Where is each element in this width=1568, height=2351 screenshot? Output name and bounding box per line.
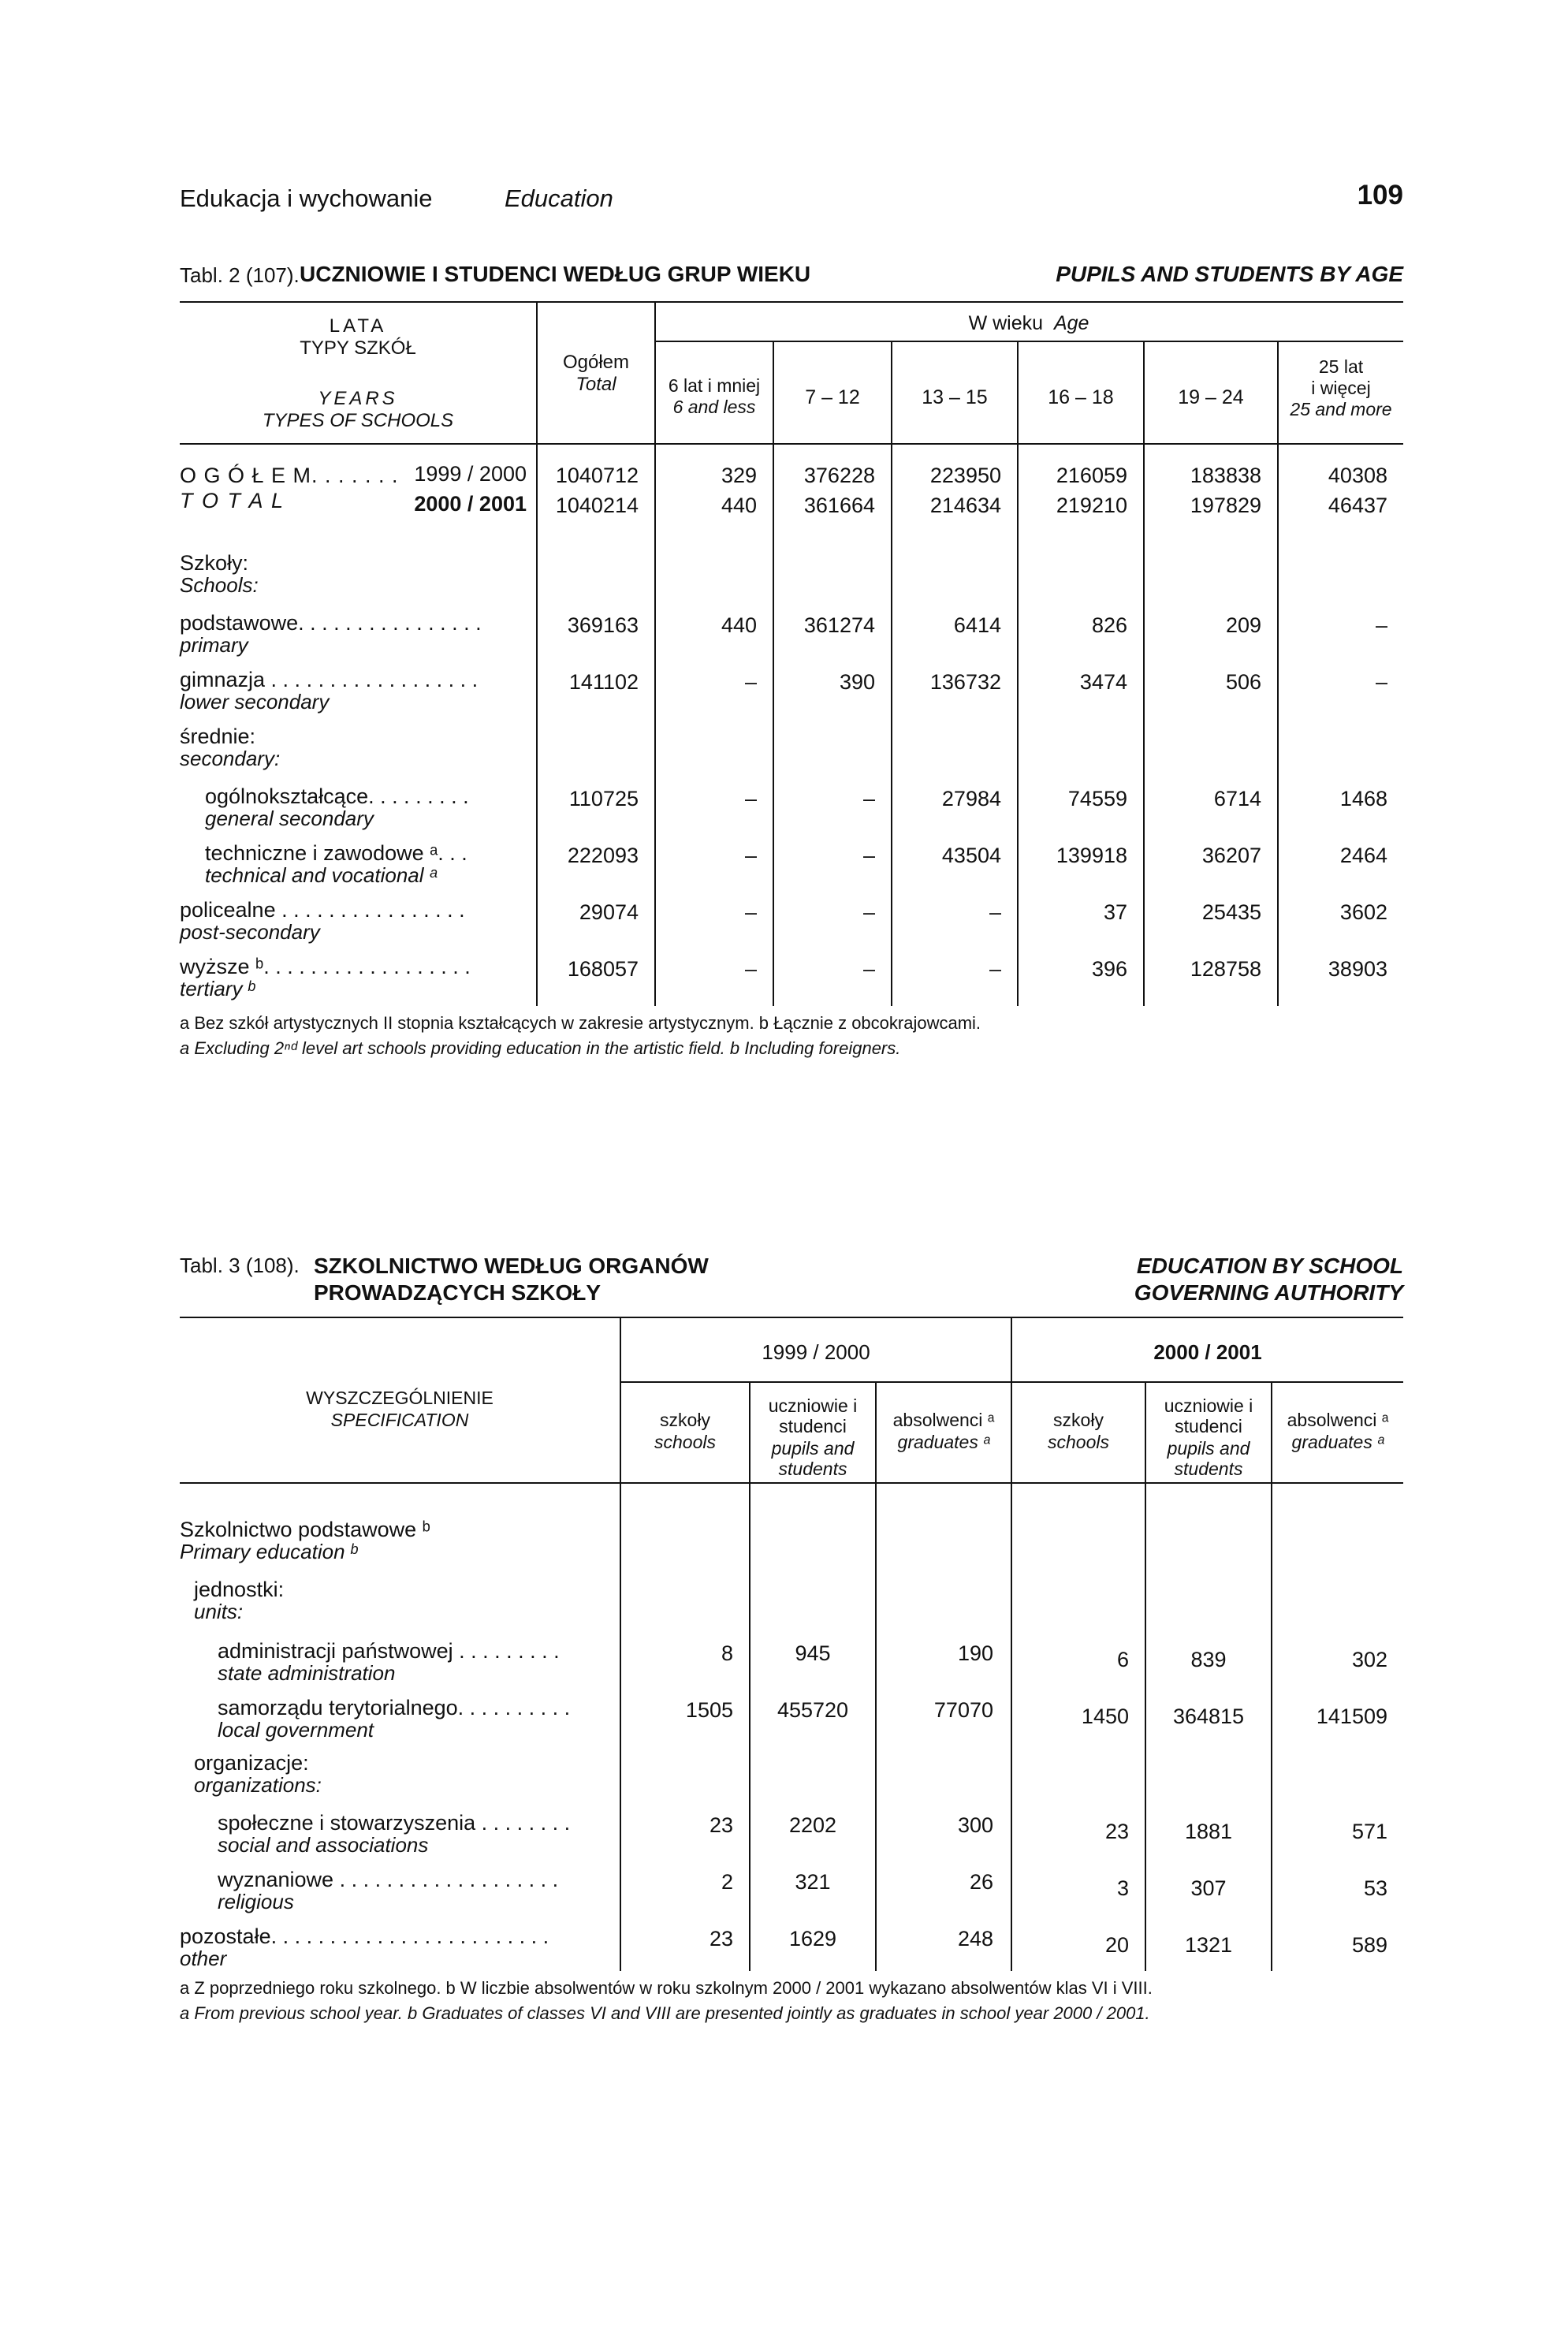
t1-total-en: T O T A L	[180, 489, 285, 512]
t2-primary-pl: Szkolnictwo podstawowe ᵇ	[180, 1518, 430, 1541]
table-row-label-en: state administration	[218, 1661, 396, 1685]
table-2-top-rule	[180, 1317, 1403, 1318]
table-cell: 214634	[929, 494, 1001, 517]
table-cell: 361274	[803, 613, 875, 637]
table-row-label: wyższe ᵇ. . . . . . . . . . . . . . . . . .	[180, 955, 471, 978]
table-cell: 826	[1091, 613, 1127, 637]
table-cell: 36207	[1201, 844, 1261, 867]
table-cell: 364815	[1172, 1705, 1245, 1728]
table-cell: –	[744, 670, 757, 694]
table-row-label: podstawowe. . . . . . . . . . . . . . . .	[180, 611, 482, 635]
table-cell: 571	[1351, 1820, 1387, 1843]
table-row-label: techniczne i zawodowe ᵃ. . .	[205, 841, 467, 865]
table-cell: 25435	[1201, 900, 1261, 924]
t1-age-col-6: 25 lat i więcej 25 and more	[1290, 356, 1392, 419]
table-cell: 945	[795, 1641, 831, 1665]
table-2-col-sep	[1271, 1383, 1272, 1971]
t2-col-head-pl: uczniowie i studenci	[768, 1395, 858, 1436]
table-cell: –	[989, 900, 1001, 924]
t1-head-total: Total	[575, 374, 616, 395]
table-cell: 136732	[929, 670, 1001, 694]
t2-orgs-pl: organizacje:	[194, 1751, 309, 1775]
t1-head-wieku: W wieku	[968, 312, 1044, 334]
table-cell: 139918	[1056, 844, 1127, 867]
table-cell: –	[744, 900, 757, 924]
table-cell: 216059	[1056, 464, 1127, 487]
table-cell: 209	[1225, 613, 1261, 637]
table-cell: 128758	[1190, 957, 1261, 981]
table-cell: 1321	[1184, 1933, 1233, 1957]
table-cell: 20	[1104, 1933, 1129, 1957]
table-cell: 307	[1190, 1876, 1227, 1900]
t1-secondary-en: secondary:	[180, 747, 281, 770]
table-cell: 53	[1363, 1876, 1387, 1900]
table-row-label-en: local government	[218, 1718, 374, 1742]
table-cell: –	[862, 957, 875, 981]
table-cell: 23	[709, 1927, 733, 1950]
t2-col-head-en: graduates ᵃ	[1291, 1432, 1384, 1452]
table-cell: 248	[957, 1927, 993, 1950]
t1-total-year-2: 2000 / 2001	[414, 492, 527, 516]
t1-schools-en: Schools:	[180, 573, 259, 597]
table-cell: 77070	[933, 1698, 993, 1722]
t1-secondary-pl: średnie:	[180, 725, 256, 748]
table-row-label: policealne . . . . . . . . . . . . . . . .	[180, 898, 465, 922]
t1-age-col-2: 7 – 12	[805, 386, 860, 408]
table-2-title-pl-2: PROWADZĄCYCH SZKOŁY	[314, 1280, 601, 1305]
table-cell: 1505	[685, 1698, 733, 1722]
table-cell: 37	[1103, 900, 1127, 924]
t2-primary-en: Primary education ᵇ	[180, 1540, 357, 1563]
t2-col-head-pl: absolwenci ᵃ	[1287, 1410, 1389, 1430]
table-cell: –	[744, 844, 757, 867]
table-2-label: Tabl. 3 (108).	[180, 1254, 300, 1277]
table-1-title-en: PUPILS AND STUDENTS BY AGE	[1056, 262, 1403, 286]
table-cell: 3602	[1339, 900, 1387, 924]
table-cell: 219210	[1056, 494, 1127, 517]
t2-footnote-en: a From previous school year. b Graduates of classes VI and VIII are presented jointly as graduates in school year 2000 / 2001.	[180, 2003, 1150, 2023]
table-row-label-en: lower secondary	[180, 690, 330, 713]
table-row-label-en: social and associations	[218, 1833, 429, 1857]
t1-head-ogolem: Ogółem	[562, 352, 630, 373]
table-cell: 1040214	[555, 494, 639, 517]
table-cell: 190	[957, 1641, 993, 1665]
t2-col-head-pl: uczniowie i studenci	[1164, 1395, 1253, 1436]
table-cell: 38903	[1328, 957, 1387, 981]
t2-col-head-en: pupils and students	[1167, 1438, 1250, 1479]
t1-head-age-group	[654, 312, 1403, 335]
t1-age-col-1: 6 lat i mniej 6 and less	[668, 375, 761, 417]
table-cell: 141509	[1316, 1705, 1387, 1728]
table-row-label-en: general secondary	[205, 807, 374, 830]
table-cell: 300	[957, 1813, 993, 1837]
table-cell: 29074	[579, 900, 639, 924]
table-cell: 6714	[1213, 787, 1261, 810]
table-cell: 1468	[1339, 787, 1387, 810]
table-row-label: gimnazja . . . . . . . . . . . . . . . . . .	[180, 668, 479, 691]
table-cell: 40308	[1328, 464, 1387, 487]
table-cell: 361664	[803, 494, 875, 517]
table-cell: 440	[721, 613, 757, 637]
t2-col-head-en: schools	[654, 1432, 716, 1452]
t2-col-head-pl: szkoły	[660, 1410, 710, 1430]
table-cell: 3	[1116, 1876, 1129, 1900]
t1-total-year-1: 1999 / 2000	[414, 462, 527, 486]
table-cell: –	[862, 900, 875, 924]
table-cell: 321	[795, 1870, 831, 1894]
table-row-label-en: other	[180, 1947, 227, 1970]
t1-head-lata: LATA	[329, 315, 387, 337]
table-cell: 302	[1351, 1648, 1387, 1671]
table-cell: –	[744, 957, 757, 981]
t2-units-pl: jednostki:	[194, 1578, 285, 1601]
table-cell: 390	[839, 670, 875, 694]
table-cell: 839	[1190, 1648, 1227, 1671]
table-row-label: pozostałe. . . . . . . . . . . . . . . . . . . . . . . .	[180, 1924, 549, 1948]
table-cell: 26	[969, 1870, 993, 1894]
t1-head-typy: TYPY SZKÓŁ	[300, 337, 416, 359]
t1-age-col-5: 19 – 24	[1178, 386, 1244, 408]
table-cell: 23	[709, 1813, 733, 1837]
table-cell: 3474	[1079, 670, 1127, 694]
t2-footnote-pl: a Z poprzedniego roku szkolnego. b W liczbie absolwentów w roku szkolnym 2000 / 2001 wykazano absolwentów klas VI i VIII.	[180, 1978, 1153, 1998]
table-row-label-en: religious	[218, 1890, 294, 1913]
t1-age-col-3: 13 – 15	[922, 386, 988, 408]
table-cell: 43504	[941, 844, 1001, 867]
running-header-en: Education	[505, 184, 613, 212]
t1-head-age: Age	[1053, 312, 1089, 334]
t1-footnote-en: a Excluding 2ⁿᵈ level art schools providing education in the artistic field. b Including foreigners.	[180, 1038, 901, 1058]
table-cell: –	[989, 957, 1001, 981]
table-cell: 1450	[1081, 1705, 1129, 1728]
table-cell: –	[1375, 670, 1387, 694]
table-1-head-rule	[180, 443, 1403, 445]
table-cell: 2202	[788, 1813, 837, 1837]
t1-head-years: YEARS	[318, 388, 398, 409]
table-2-title-en-1: EDUCATION BY SCHOOL	[1136, 1254, 1403, 1278]
t2-col-head-en: schools	[1048, 1432, 1109, 1452]
table-cell: 2	[721, 1870, 733, 1894]
table-1-label: Tabl. 2 (107).	[180, 263, 300, 287]
table-1-top-rule	[180, 301, 1403, 303]
table-row-label: samorządu terytorialnego. . . . . . . . . .	[218, 1696, 571, 1719]
table-row-label-en: post-secondary	[180, 920, 320, 944]
table-cell: 27984	[941, 787, 1001, 810]
t2-col-head-en: graduates ᵃ	[897, 1432, 990, 1452]
t1-footnote-pl: a Bez szkół artystycznych II stopnia kształcących w zakresie artystycznym. b Łącznie z obcokrajowcami.	[180, 1013, 981, 1033]
table-cell: 8	[721, 1641, 733, 1665]
table-cell: 223950	[929, 464, 1001, 487]
t2-units-en: units:	[194, 1600, 244, 1623]
t1-total-pl: O G Ó Ł E M. . . . . . .	[180, 464, 399, 487]
table-cell: 183838	[1190, 464, 1261, 487]
table-cell: 222093	[567, 844, 639, 867]
table-row-label-en: primary	[180, 633, 248, 657]
t2-head-year-1: 1999 / 2000	[762, 1340, 870, 1364]
table-cell: –	[862, 787, 875, 810]
table-cell: 46437	[1328, 494, 1387, 517]
table-cell: 6	[1116, 1648, 1129, 1671]
table-cell: 6414	[953, 613, 1001, 637]
table-cell: 23	[1104, 1820, 1129, 1843]
table-cell: 396	[1091, 957, 1127, 981]
table-cell: 506	[1225, 670, 1261, 694]
table-cell: 2464	[1339, 844, 1387, 867]
table-cell: 1629	[788, 1927, 837, 1950]
t2-head-spec-pl: WYSZCZEGÓLNIENIE	[306, 1388, 493, 1408]
table-2-head-rule	[180, 1482, 1403, 1484]
t2-col-head-pl: absolwenci ᵃ	[892, 1410, 995, 1430]
table-cell: 376228	[803, 464, 875, 487]
table-row-label: ogólnokształcące. . . . . . . . .	[205, 784, 469, 808]
table-1-age-rule	[654, 341, 1403, 342]
table-cell: 329	[721, 464, 757, 487]
table-row-label: społeczne i stowarzyszenia . . . . . . . .	[218, 1811, 571, 1835]
t2-orgs-en: organizations:	[194, 1773, 322, 1797]
table-cell: 440	[721, 494, 757, 517]
page-number: 109	[1357, 180, 1403, 211]
table-cell: –	[744, 787, 757, 810]
table-2-title-pl-1: SZKOLNICTWO WEDŁUG ORGANÓW	[314, 1254, 709, 1278]
table-cell: 197829	[1190, 494, 1261, 517]
table-2-col-sep	[875, 1383, 877, 1971]
t2-head-spec-en: SPECIFICATION	[330, 1410, 469, 1430]
t1-head-types: TYPES OF SCHOOLS	[262, 410, 454, 431]
running-header-pl: Edukacja i wychowanie	[180, 184, 433, 212]
table-2-title-en-2: GOVERNING AUTHORITY	[1134, 1280, 1403, 1305]
table-row-label-en: technical and vocational ᵃ	[205, 863, 438, 887]
t2-col-head-pl: szkoły	[1053, 1410, 1104, 1430]
table-row-label-en: tertiary ᵇ	[180, 977, 255, 1000]
table-cell: 168057	[567, 957, 639, 981]
table-cell: –	[862, 844, 875, 867]
table-cell: –	[1375, 613, 1387, 637]
table-cell: 1881	[1184, 1820, 1233, 1843]
table-row-label: administracji państwowej . . . . . . . . .	[218, 1639, 560, 1663]
table-cell: 455720	[777, 1698, 849, 1722]
t2-col-head-en: pupils and students	[771, 1438, 855, 1479]
table-row-label: wyznaniowe . . . . . . . . . . . . . . . . . . .	[218, 1868, 559, 1891]
table-cell: 74559	[1067, 787, 1127, 810]
table-1-title-pl: UCZNIOWIE I STUDENCI WEDŁUG GRUP WIEKU	[300, 262, 811, 286]
table-cell: 589	[1351, 1933, 1387, 1957]
table-1-col-sep	[1143, 342, 1145, 1006]
table-cell: 1040712	[555, 464, 639, 487]
table-cell: 141102	[568, 670, 639, 694]
table-cell: 110725	[568, 787, 639, 810]
t2-head-year-2: 2000 / 2001	[1153, 1340, 1262, 1364]
table-cell: 369163	[567, 613, 639, 637]
t1-schools-pl: Szkoły:	[180, 551, 249, 575]
t1-age-col-4: 16 – 18	[1048, 386, 1114, 408]
